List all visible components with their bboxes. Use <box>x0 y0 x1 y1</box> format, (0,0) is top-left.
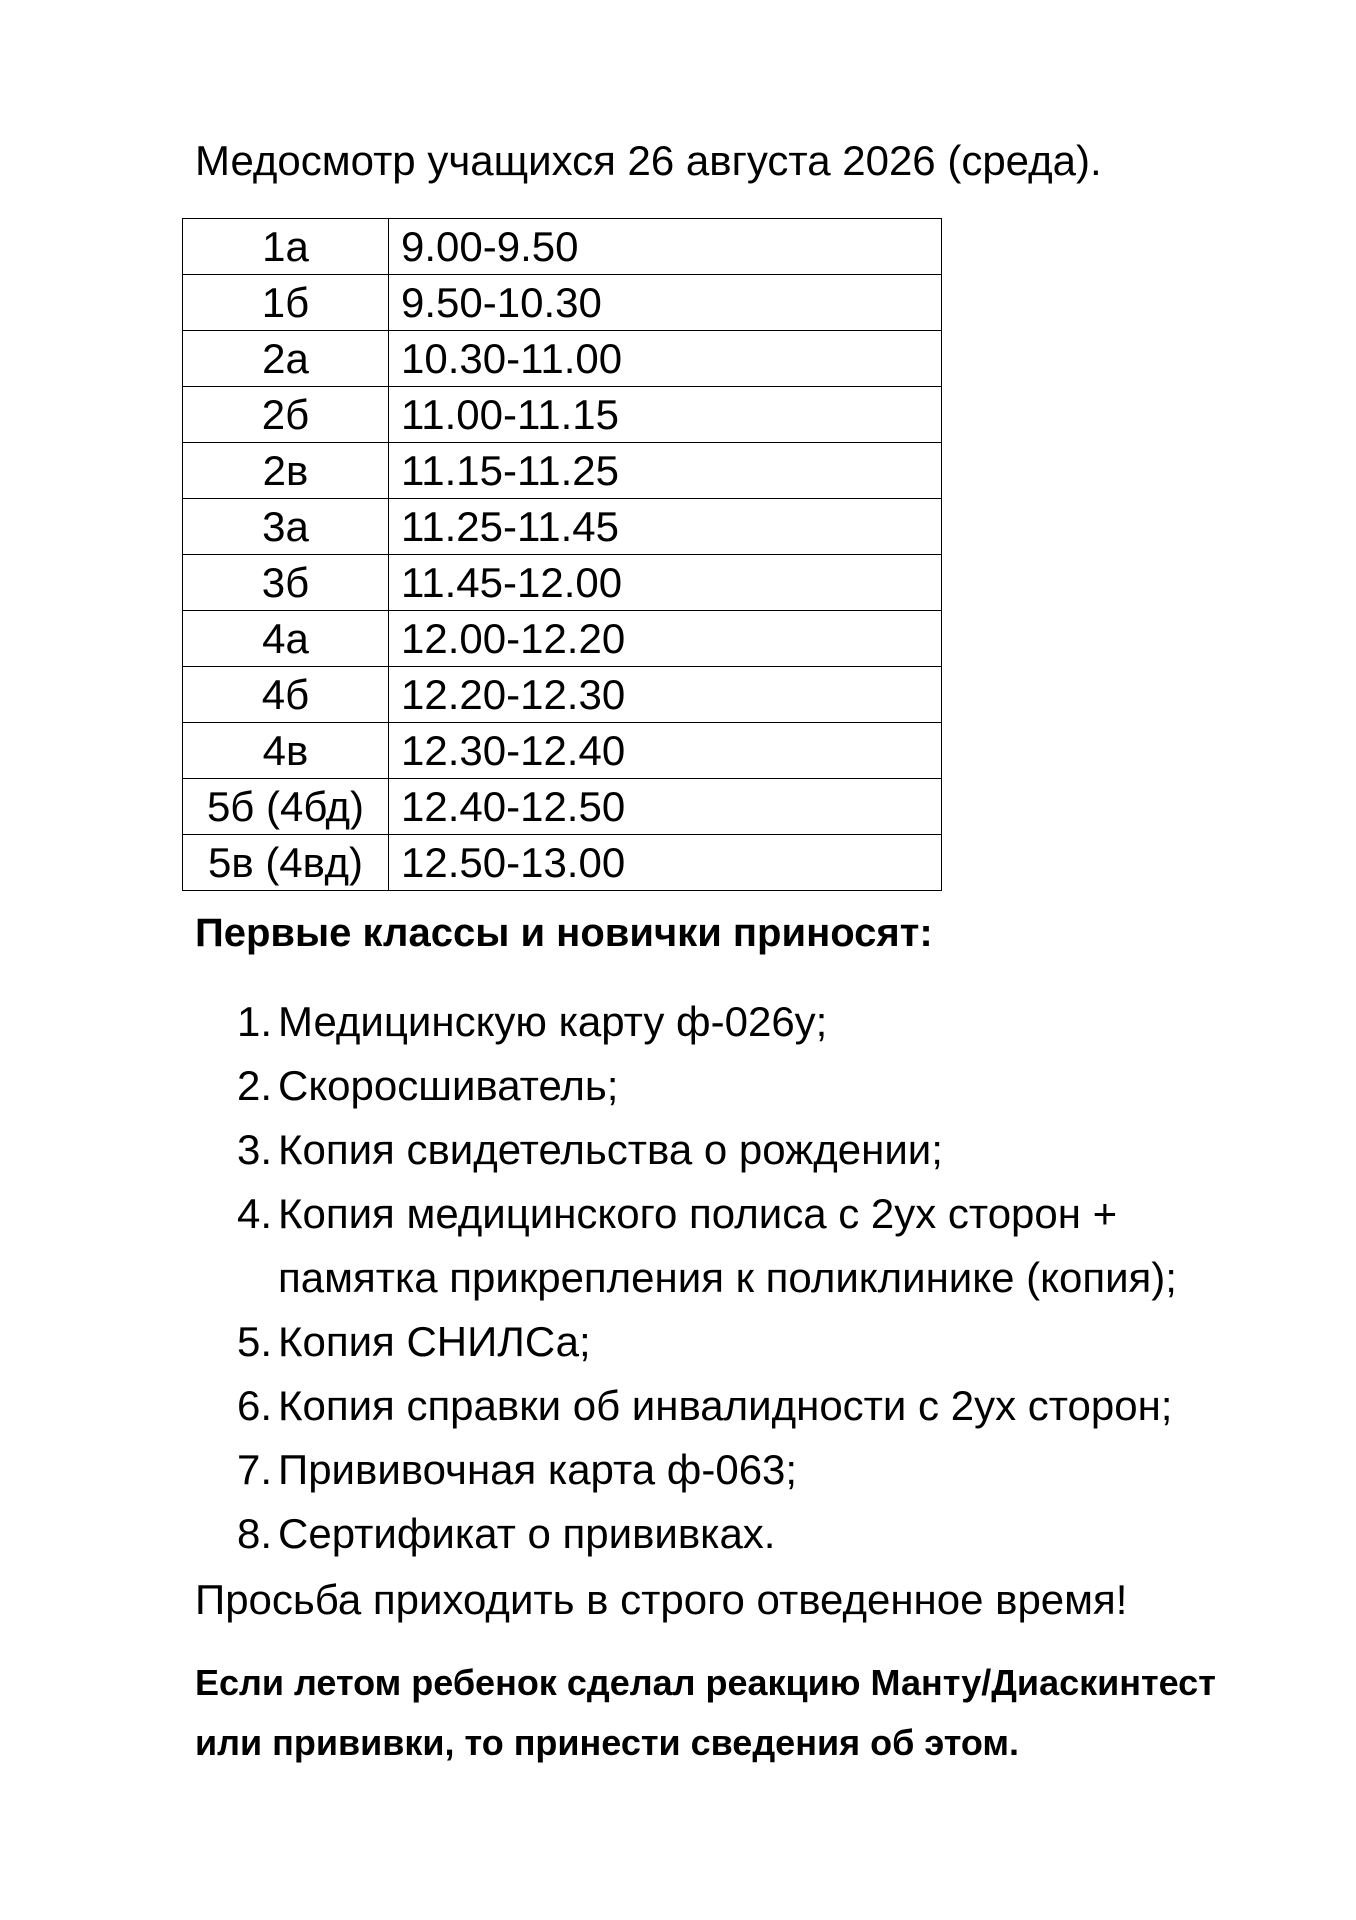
table-row <box>183 387 942 443</box>
schedule-table <box>182 218 942 891</box>
list-item <box>0 1310 1177 1374</box>
time-cell: 12.50-13.00 <box>389 835 942 891</box>
time-cell: 11.00-11.15 <box>389 387 942 443</box>
documents-list <box>0 990 1177 1566</box>
class-cell: 2в <box>183 443 389 499</box>
item-text-continued: памятка прикрепления к поликлинике (копия); <box>278 1254 1177 1301</box>
item-number: 1. <box>236 998 272 1045</box>
class-cell: 2б <box>183 387 389 443</box>
item-number: 5. <box>236 1318 272 1365</box>
request-text: Просьба приходить в строго отведенное время! <box>195 1576 1128 1623</box>
time-cell: 9.00-9.50 <box>389 219 942 275</box>
time-cell: 12.30-12.40 <box>389 723 942 779</box>
table-row <box>183 275 942 331</box>
class-cell: 5в (4вд) <box>183 835 389 891</box>
table-row <box>183 667 942 723</box>
list-item <box>0 990 1177 1054</box>
item-text: Прививочная карта ф-063; <box>278 1446 798 1493</box>
time-cell: 12.40-12.50 <box>389 779 942 835</box>
class-cell: 4в <box>183 723 389 779</box>
list-item <box>0 1438 1177 1502</box>
table-row <box>183 499 942 555</box>
list-item <box>0 1182 1177 1310</box>
class-cell: 5б (4бд) <box>183 779 389 835</box>
class-cell: 4а <box>183 611 389 667</box>
time-cell: 11.15-11.25 <box>389 443 942 499</box>
item-number: 6. <box>236 1382 272 1429</box>
item-number: 8. <box>236 1510 272 1557</box>
item-text: Копия медицинского полиса с 2ух сторон + <box>278 1190 1118 1237</box>
time-cell: 12.00-12.20 <box>389 611 942 667</box>
class-cell: 3б <box>183 555 389 611</box>
note-line: Если летом ребенок сделал реакцию Манту/Диаскинтест <box>195 1662 1216 1703</box>
table-row <box>183 779 942 835</box>
class-cell: 4б <box>183 667 389 723</box>
document-title: Медосмотр учащихся 26 августа 2026 (среда). <box>195 137 1102 184</box>
table-row <box>183 331 942 387</box>
item-number: 2. <box>236 1062 272 1109</box>
class-cell: 3а <box>183 499 389 555</box>
table-row <box>183 219 942 275</box>
time-cell: 11.25-11.45 <box>389 499 942 555</box>
time-cell: 9.50-10.30 <box>389 275 942 331</box>
table-row <box>183 835 942 891</box>
item-text: Медицинскую карту ф-026у; <box>278 998 828 1045</box>
table-row <box>183 723 942 779</box>
time-cell: 12.20-12.30 <box>389 667 942 723</box>
item-text: Копия справки об инвалидности с 2ух сторон; <box>278 1382 1173 1429</box>
table-row <box>183 555 942 611</box>
list-item <box>0 1502 1177 1566</box>
class-cell: 2а <box>183 331 389 387</box>
item-text: Сертификат о прививках. <box>278 1510 776 1557</box>
class-cell: 1б <box>183 275 389 331</box>
time-cell: 10.30-11.00 <box>389 331 942 387</box>
class-cell: 1а <box>183 219 389 275</box>
list-item <box>0 1374 1177 1438</box>
item-text: Копия свидетельства о рождении; <box>278 1126 943 1173</box>
list-item <box>0 1054 1177 1118</box>
table-row <box>183 611 942 667</box>
item-number: 7. <box>236 1446 272 1493</box>
vaccination-note <box>195 1653 1216 1773</box>
documents-heading: Первые классы и новички приносят: <box>195 911 933 955</box>
item-text: Скоросшиватель; <box>278 1062 619 1109</box>
item-number: 4. <box>236 1190 272 1237</box>
item-text: Копия СНИЛСа; <box>278 1318 591 1365</box>
table-row <box>183 443 942 499</box>
note-line: или прививки, то принести сведения об этом. <box>195 1722 1020 1763</box>
time-cell: 11.45-12.00 <box>389 555 942 611</box>
list-item <box>0 1118 1177 1182</box>
item-number: 3. <box>236 1126 272 1173</box>
